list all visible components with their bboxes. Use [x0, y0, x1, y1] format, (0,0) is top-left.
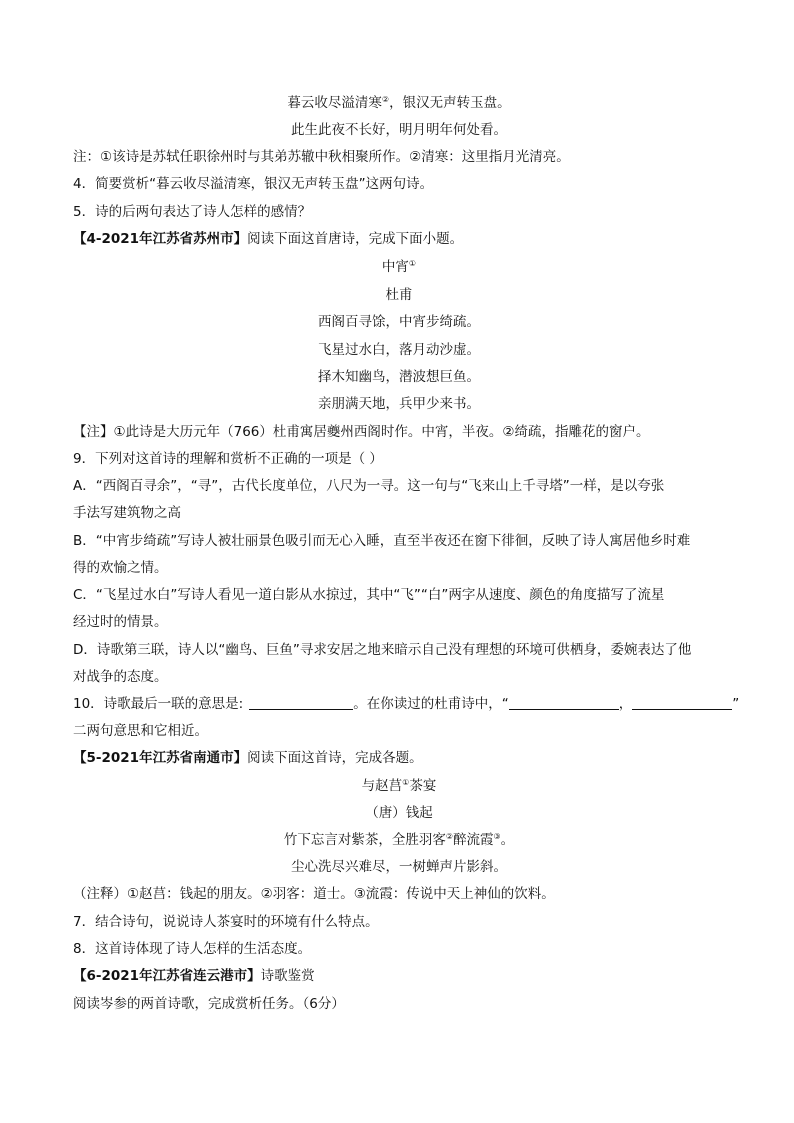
section6-intro: 阅读岑参的两首诗歌，完成赏析任务。（6分）: [73, 996, 345, 1012]
poem-title-text: 与赵莒: [361, 778, 403, 794]
poem-title: [73, 776, 725, 796]
question-5: 5．诗的后两句表达了诗人怎样的感情？: [73, 204, 312, 220]
poem1-line1-text-end: ，银汉无声转玉盘。: [389, 95, 511, 111]
section6-label: 诗歌鉴赏: [260, 968, 315, 984]
poem-title-text-end: 茶宴: [409, 778, 437, 794]
poem-line-text: 。: [500, 832, 515, 848]
option-c-cont: 经过时的情景。: [73, 614, 168, 630]
option-c: C．“飞星过水白”写诗人看见一道白影从水掠过，其中“飞”“白”两字从速度、颜色的角度描写了流星: [73, 587, 665, 603]
question-10-cont: 二两句意思和它相近。: [73, 723, 208, 739]
option-b-cont: 得的欢愉之情。: [73, 560, 168, 576]
poem-line: 飞星过水白，落月动沙虚。: [318, 342, 480, 358]
question-8: 8．这首诗体现了诗人怎样的生活态度。: [73, 941, 312, 957]
question-10-text: 10．诗歌最后一联的意思是:: [73, 696, 244, 712]
question-9: 9．下列对这首诗的理解和赏析不正确的一项是（ ）: [73, 451, 383, 467]
poem-line-text: 醉流霞: [453, 832, 494, 848]
poem-line: 亲朋满天地，兵甲少来书。: [318, 396, 480, 412]
poem1-line1-text: 暮云收尽溢清寒: [287, 95, 382, 111]
section4-tag: 【4-2021年江苏省苏州市】: [73, 231, 248, 247]
section5-note: （注释）①赵莒：钱起的朋友。②羽客：道士。③流霞：传说中天上神仙的饮料。: [73, 886, 555, 902]
section6-header: [73, 966, 725, 986]
question-10-text-mid: 。在你读过的杜甫诗中，“: [353, 696, 509, 712]
footnote-marker: ①: [408, 259, 417, 268]
poem-line-text: 竹下忘言对紫茶，全胜羽客: [283, 832, 446, 848]
poem1-line2: 此生此夜不长好，明月明年何处看。: [291, 122, 507, 138]
answer-blank[interactable]: [249, 695, 353, 710]
section4-note: 【注】①此诗是大历元年（766）杜甫寓居夔州西阁时作。中宵，半夜。②绮疏，指雕花的窗户。: [73, 424, 650, 440]
poem-line: 择木知幽鸟，潜波想巨鱼。: [318, 369, 480, 385]
poem-line: 西阁百寻馀，中宵步绮疏。: [318, 314, 480, 330]
poem-author: 杜甫: [385, 287, 413, 303]
section4-intro: 阅读下面这首唐诗，完成下面小题。: [247, 231, 464, 247]
section4-header: [73, 229, 725, 249]
section5-intro: 阅读下面这首诗，完成各题。: [247, 750, 423, 766]
answer-blank[interactable]: [509, 695, 619, 710]
footnote-marker: ①: [402, 778, 410, 787]
question-10-comma: ，: [618, 696, 633, 712]
poem-line: 尘心洗尽兴难尽，一树蝉声片影斜。: [291, 859, 507, 875]
poem1-line1: [73, 93, 725, 113]
section6-tag: 【6-2021年江苏省连云港市】: [73, 968, 261, 984]
question-4: 4．简要赏析“暮云收尽溢清寒，银汉无声转玉盘”这两句诗。: [73, 176, 434, 192]
poem1-note: 注：①该诗是苏轼任职徐州时与其弟苏辙中秋相聚所作。②清寒：这里指月光清亮。: [73, 149, 570, 165]
section5-tag: 【5-2021年江苏省南通市】: [73, 750, 248, 766]
option-b: B．“中宵步绮疏”写诗人被壮丽景色吸引而无心入睡，直至半夜还在窗下徘徊，反映了诗人寓居他乡时难: [73, 533, 691, 549]
question-7: 7．结合诗句，说说诗人茶宴时的环境有什么特点。: [73, 914, 379, 930]
option-d: D．诗歌第三联，诗人以“幽鸟、巨鱼”寻求安居之地来暗示自己没有理想的环境可供栖身，委婉表达了他: [73, 642, 692, 658]
footnote-marker: ②: [381, 95, 390, 104]
option-d-cont: 对战争的态度。: [73, 669, 168, 685]
footnote-marker: ③: [493, 832, 501, 841]
poem-author: （唐）钱起: [365, 805, 433, 821]
option-a-cont: 手法写建筑物之高: [73, 505, 181, 521]
question-10: [73, 694, 740, 714]
option-a: A．“西阁百寻余”，“寻”，古代长度单位，八尺为一寻。这一句与“飞来山上千寻塔”一样，是以夸张: [73, 478, 665, 494]
poem-title: [73, 257, 725, 277]
footnote-marker: ②: [445, 832, 453, 841]
answer-blank[interactable]: [632, 695, 732, 710]
question-10-quote: ”: [732, 696, 740, 712]
poem-title-text: 中宵: [381, 259, 409, 275]
section5-header: [73, 748, 725, 768]
poem-line: [73, 830, 725, 850]
